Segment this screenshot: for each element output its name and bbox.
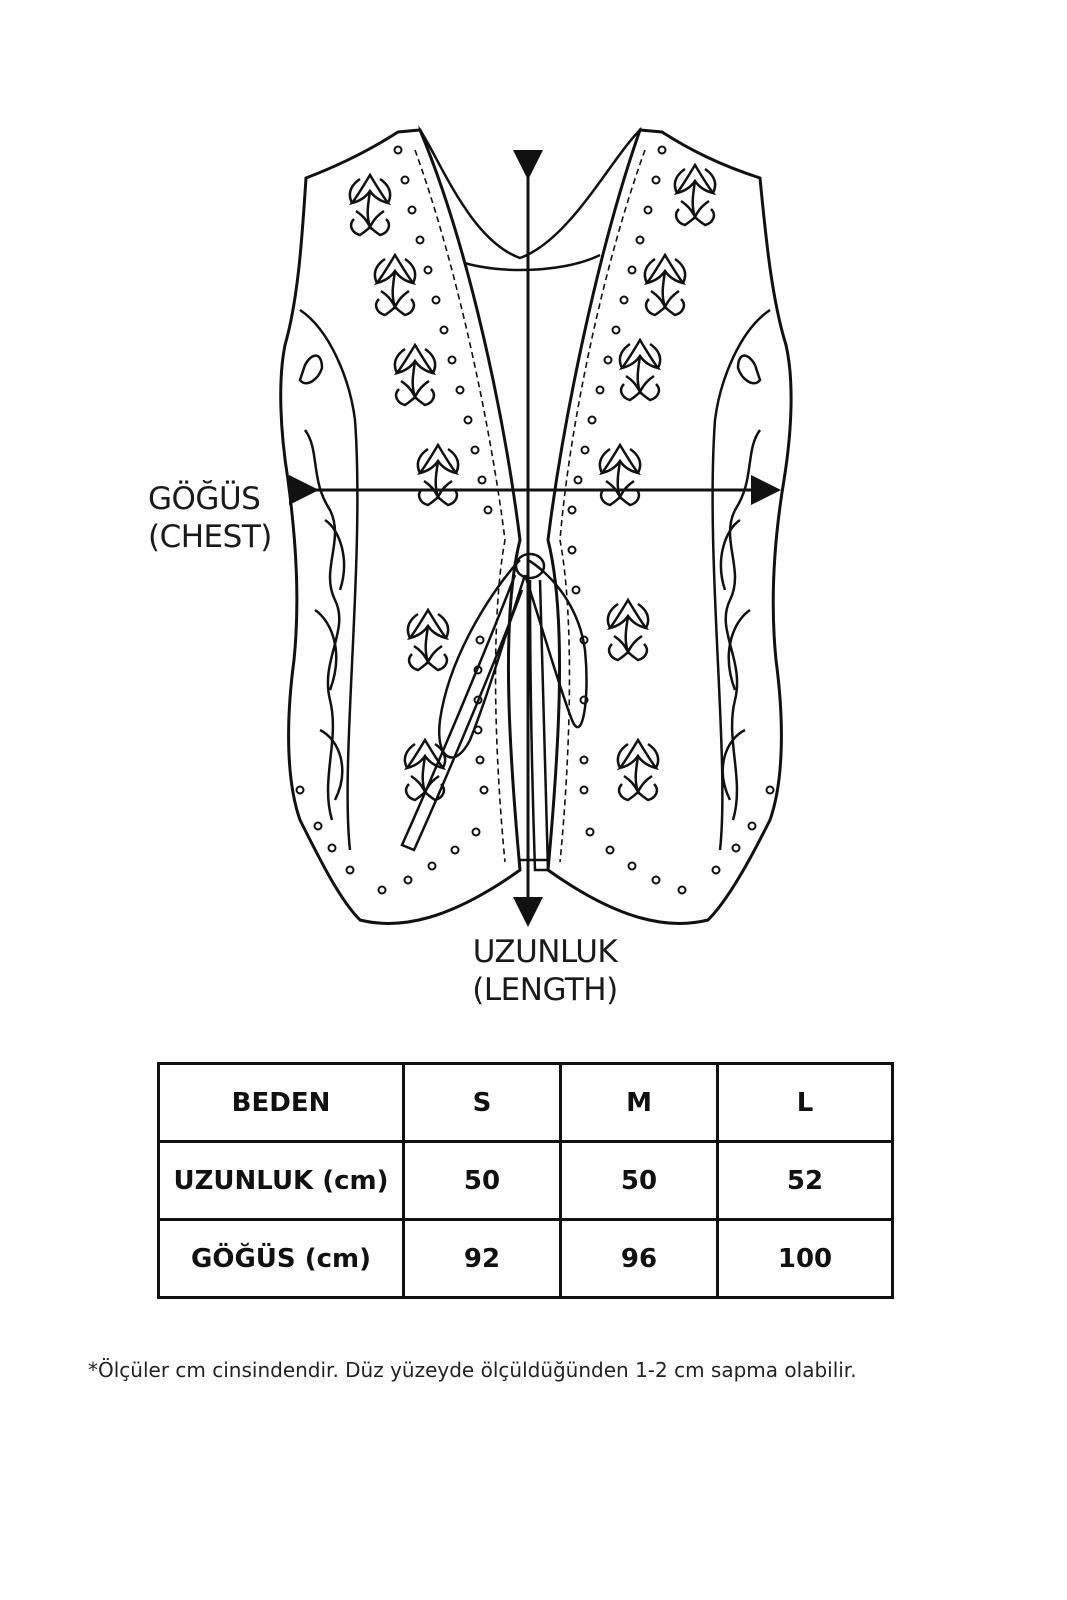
table-cell: 96 bbox=[561, 1220, 718, 1298]
measurement-note: *Ölçüler cm cinsindendir. Düz yüzeyde ölçüldüğünden 1-2 cm sapma olabilir. bbox=[88, 1358, 857, 1382]
vest-left-panel bbox=[281, 130, 520, 923]
table-cell: 52 bbox=[718, 1142, 893, 1220]
table-row bbox=[159, 1220, 893, 1298]
table-cell: L bbox=[718, 1064, 893, 1142]
table-cell: M bbox=[561, 1064, 718, 1142]
table-cell: 100 bbox=[718, 1220, 893, 1298]
table-row bbox=[159, 1142, 893, 1220]
vest-right-panel bbox=[548, 130, 791, 923]
table-cell: 50 bbox=[404, 1142, 561, 1220]
chest-label-en: (CHEST) bbox=[148, 519, 272, 555]
chest-label bbox=[148, 480, 272, 556]
size-table bbox=[157, 1062, 894, 1299]
table-cell: 50 bbox=[561, 1142, 718, 1220]
table-cell: GÖĞÜS (cm) bbox=[159, 1220, 404, 1298]
chest-label-tr: GÖĞÜS bbox=[148, 481, 261, 517]
table-cell: 92 bbox=[404, 1220, 561, 1298]
table-cell: S bbox=[404, 1064, 561, 1142]
table-header-row bbox=[159, 1064, 893, 1142]
table-cell: BEDEN bbox=[159, 1064, 404, 1142]
length-label-en: (LENGTH) bbox=[472, 972, 618, 1008]
table-cell: UZUNLUK (cm) bbox=[159, 1142, 404, 1220]
length-label-tr: UZUNLUK bbox=[472, 934, 618, 970]
length-label bbox=[440, 933, 650, 1009]
